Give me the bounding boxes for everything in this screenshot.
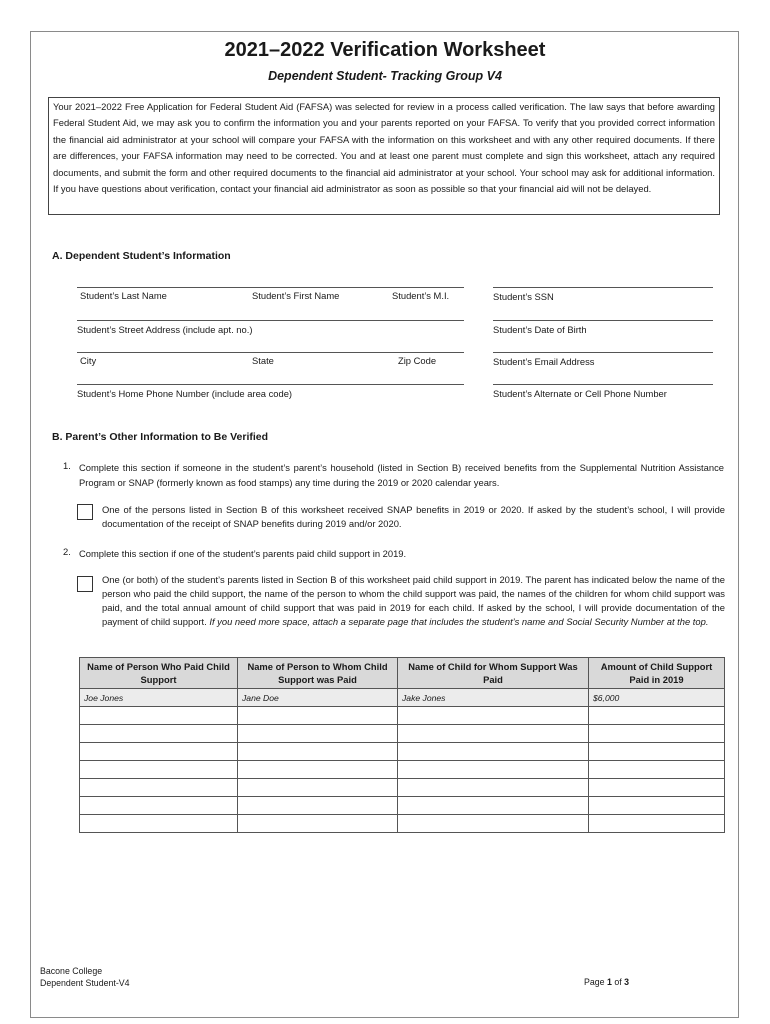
page-subtitle: Dependent Student- Tracking Group V4 xyxy=(268,69,502,83)
section-a-heading: A. Dependent Student’s Information xyxy=(52,250,231,262)
item-1-text: Complete this section if someone in the student’s parent’s household (listed in Section B) received benefits from the Supplemental Nutrition Assistance Program or SNAP (formerly known as food stamps) any time during the 2019 or 2020 calendar years. xyxy=(79,462,724,488)
state-label: State xyxy=(252,355,274,366)
table-cell[interactable] xyxy=(589,779,725,797)
table-cell[interactable] xyxy=(589,797,725,815)
table-body xyxy=(80,689,725,833)
table-row xyxy=(80,779,725,797)
zip-label: Zip Code xyxy=(398,355,437,366)
page-title: 2021–2022 Verification Worksheet xyxy=(224,39,546,61)
table-header-row xyxy=(80,658,725,689)
table-cell[interactable] xyxy=(80,779,238,797)
first-name-label: Student’s First Name xyxy=(252,290,340,301)
table-cell[interactable] xyxy=(238,725,398,743)
dob-field[interactable]: Student’s Date of Birth xyxy=(493,320,713,335)
snap-checkbox-text: One of the persons listed in Section B of this worksheet received SNAP benefits in 2019 or 2020. If asked by the student’s school, I will provide documentation of the receipt of SNAP benefits during 2019 and/or 2020. xyxy=(102,504,725,529)
example-child: Jake Jones xyxy=(398,689,589,707)
table-cell[interactable] xyxy=(238,743,398,761)
page-prefix: Page xyxy=(584,977,607,987)
table-row xyxy=(80,725,725,743)
page-mid: of xyxy=(611,977,625,987)
example-amount: $6,000 xyxy=(589,689,725,707)
table-cell[interactable] xyxy=(398,761,589,779)
footer-form-id: Dependent Student-V4 xyxy=(40,977,130,988)
page-total: 3 xyxy=(624,977,630,987)
item-2-number: 2. xyxy=(63,546,71,557)
street-address-field[interactable]: Student’s Street Address (include apt. no.) xyxy=(77,320,464,335)
table-row-example xyxy=(80,689,725,707)
alt-phone-field[interactable]: Student’s Alternate or Cell Phone Number xyxy=(493,384,713,399)
example-recipient: Jane Doe xyxy=(238,689,398,707)
table-row xyxy=(80,797,725,815)
page-current: 1 xyxy=(607,977,612,987)
child-support-statement: One (or both) of the student’s parents listed in Section B of this worksheet paid child support in 2019. The parent has indicated below the name of the person who paid the child support, the name of the person to whom the child support was paid, the names of the children for whom child support was paid, and the total annual amount of child support that was paid in 2019 for each child. If asked by the school, I will provide documentation of the payment of child support. xyxy=(102,574,725,627)
snap-checkbox[interactable] xyxy=(77,504,93,520)
table-cell[interactable] xyxy=(80,743,238,761)
col-header-child: Name of Child for Whom Support Was Paid xyxy=(398,658,589,689)
table-cell[interactable] xyxy=(398,815,589,833)
table-cell[interactable] xyxy=(238,779,398,797)
city-label: City xyxy=(80,355,97,366)
table-row xyxy=(80,707,725,725)
col-header-amount: Amount of Child Support Paid in 2019 xyxy=(589,658,725,689)
table-cell[interactable] xyxy=(589,761,725,779)
item-1-number: 1. xyxy=(63,460,71,471)
table-cell[interactable] xyxy=(398,743,589,761)
intro-box: Your 2021–2022 Free Application for Federal Student Aid (FAFSA) was selected for review in a process called verification. The law says that before awarding Federal Student Aid, we may ask you to confirm the information you and your parents reported on your FAFSA. To verify that you provided correct information the financial aid administrator at your school will compare your FAFSA with the information on this worksheet and with any other required documents. If there are differences, your FAFSA information may need to be corrected. You and at least one parent must complete and sign this worksheet, attach any required documents, and submit the form and other required documents to the financial aid administrator at your school. Your school may ask for additional information. If you have questions about verification, contact your financial aid administrator as soon as possible so that your financial aid will not be delayed. xyxy=(48,97,720,215)
child-support-note: If you need more space, attach a separate page that includes the student’s name and Social Security Number at the top. xyxy=(209,616,709,627)
table-cell[interactable] xyxy=(589,725,725,743)
section-b-heading: B. Parent’s Other Information to Be Verified xyxy=(52,431,269,443)
child-support-checkbox[interactable] xyxy=(77,576,93,592)
child-support-table xyxy=(79,657,725,833)
col-header-recipient: Name of Person to Whom Child Support was Paid xyxy=(238,658,398,689)
table-cell[interactable] xyxy=(80,725,238,743)
last-name-label: Student’s Last Name xyxy=(80,290,167,301)
table-cell[interactable] xyxy=(238,707,398,725)
email-field[interactable]: Student’s Email Address xyxy=(493,352,713,367)
table-cell[interactable] xyxy=(398,797,589,815)
table-cell[interactable] xyxy=(238,815,398,833)
table-cell[interactable] xyxy=(589,815,725,833)
home-phone-field[interactable]: Student’s Home Phone Number (include area code) xyxy=(77,384,464,399)
footer-school: Bacone College xyxy=(40,966,103,976)
item-2-text: Complete this section if one of the student’s parents paid child support in 2019. xyxy=(79,548,407,559)
table-row xyxy=(80,815,725,833)
table-cell[interactable] xyxy=(589,743,725,761)
table-cell[interactable] xyxy=(80,815,238,833)
example-payer: Joe Jones xyxy=(80,689,238,707)
table-cell[interactable] xyxy=(80,797,238,815)
table-cell[interactable] xyxy=(80,761,238,779)
page-number xyxy=(584,977,629,987)
table-row xyxy=(80,761,725,779)
table-cell[interactable] xyxy=(238,761,398,779)
table-row xyxy=(80,743,725,761)
ssn-field[interactable]: Student’s SSN xyxy=(493,287,713,302)
child-support-checkbox-text xyxy=(102,573,725,629)
col-header-payer: Name of Person Who Paid Child Support xyxy=(80,658,238,689)
table-cell[interactable] xyxy=(398,779,589,797)
table-cell[interactable] xyxy=(80,707,238,725)
table-cell[interactable] xyxy=(398,707,589,725)
footer xyxy=(40,966,130,989)
mi-label: Student’s M.I. xyxy=(392,290,450,301)
table-cell[interactable] xyxy=(238,797,398,815)
table-cell[interactable] xyxy=(398,725,589,743)
table-cell[interactable] xyxy=(589,707,725,725)
